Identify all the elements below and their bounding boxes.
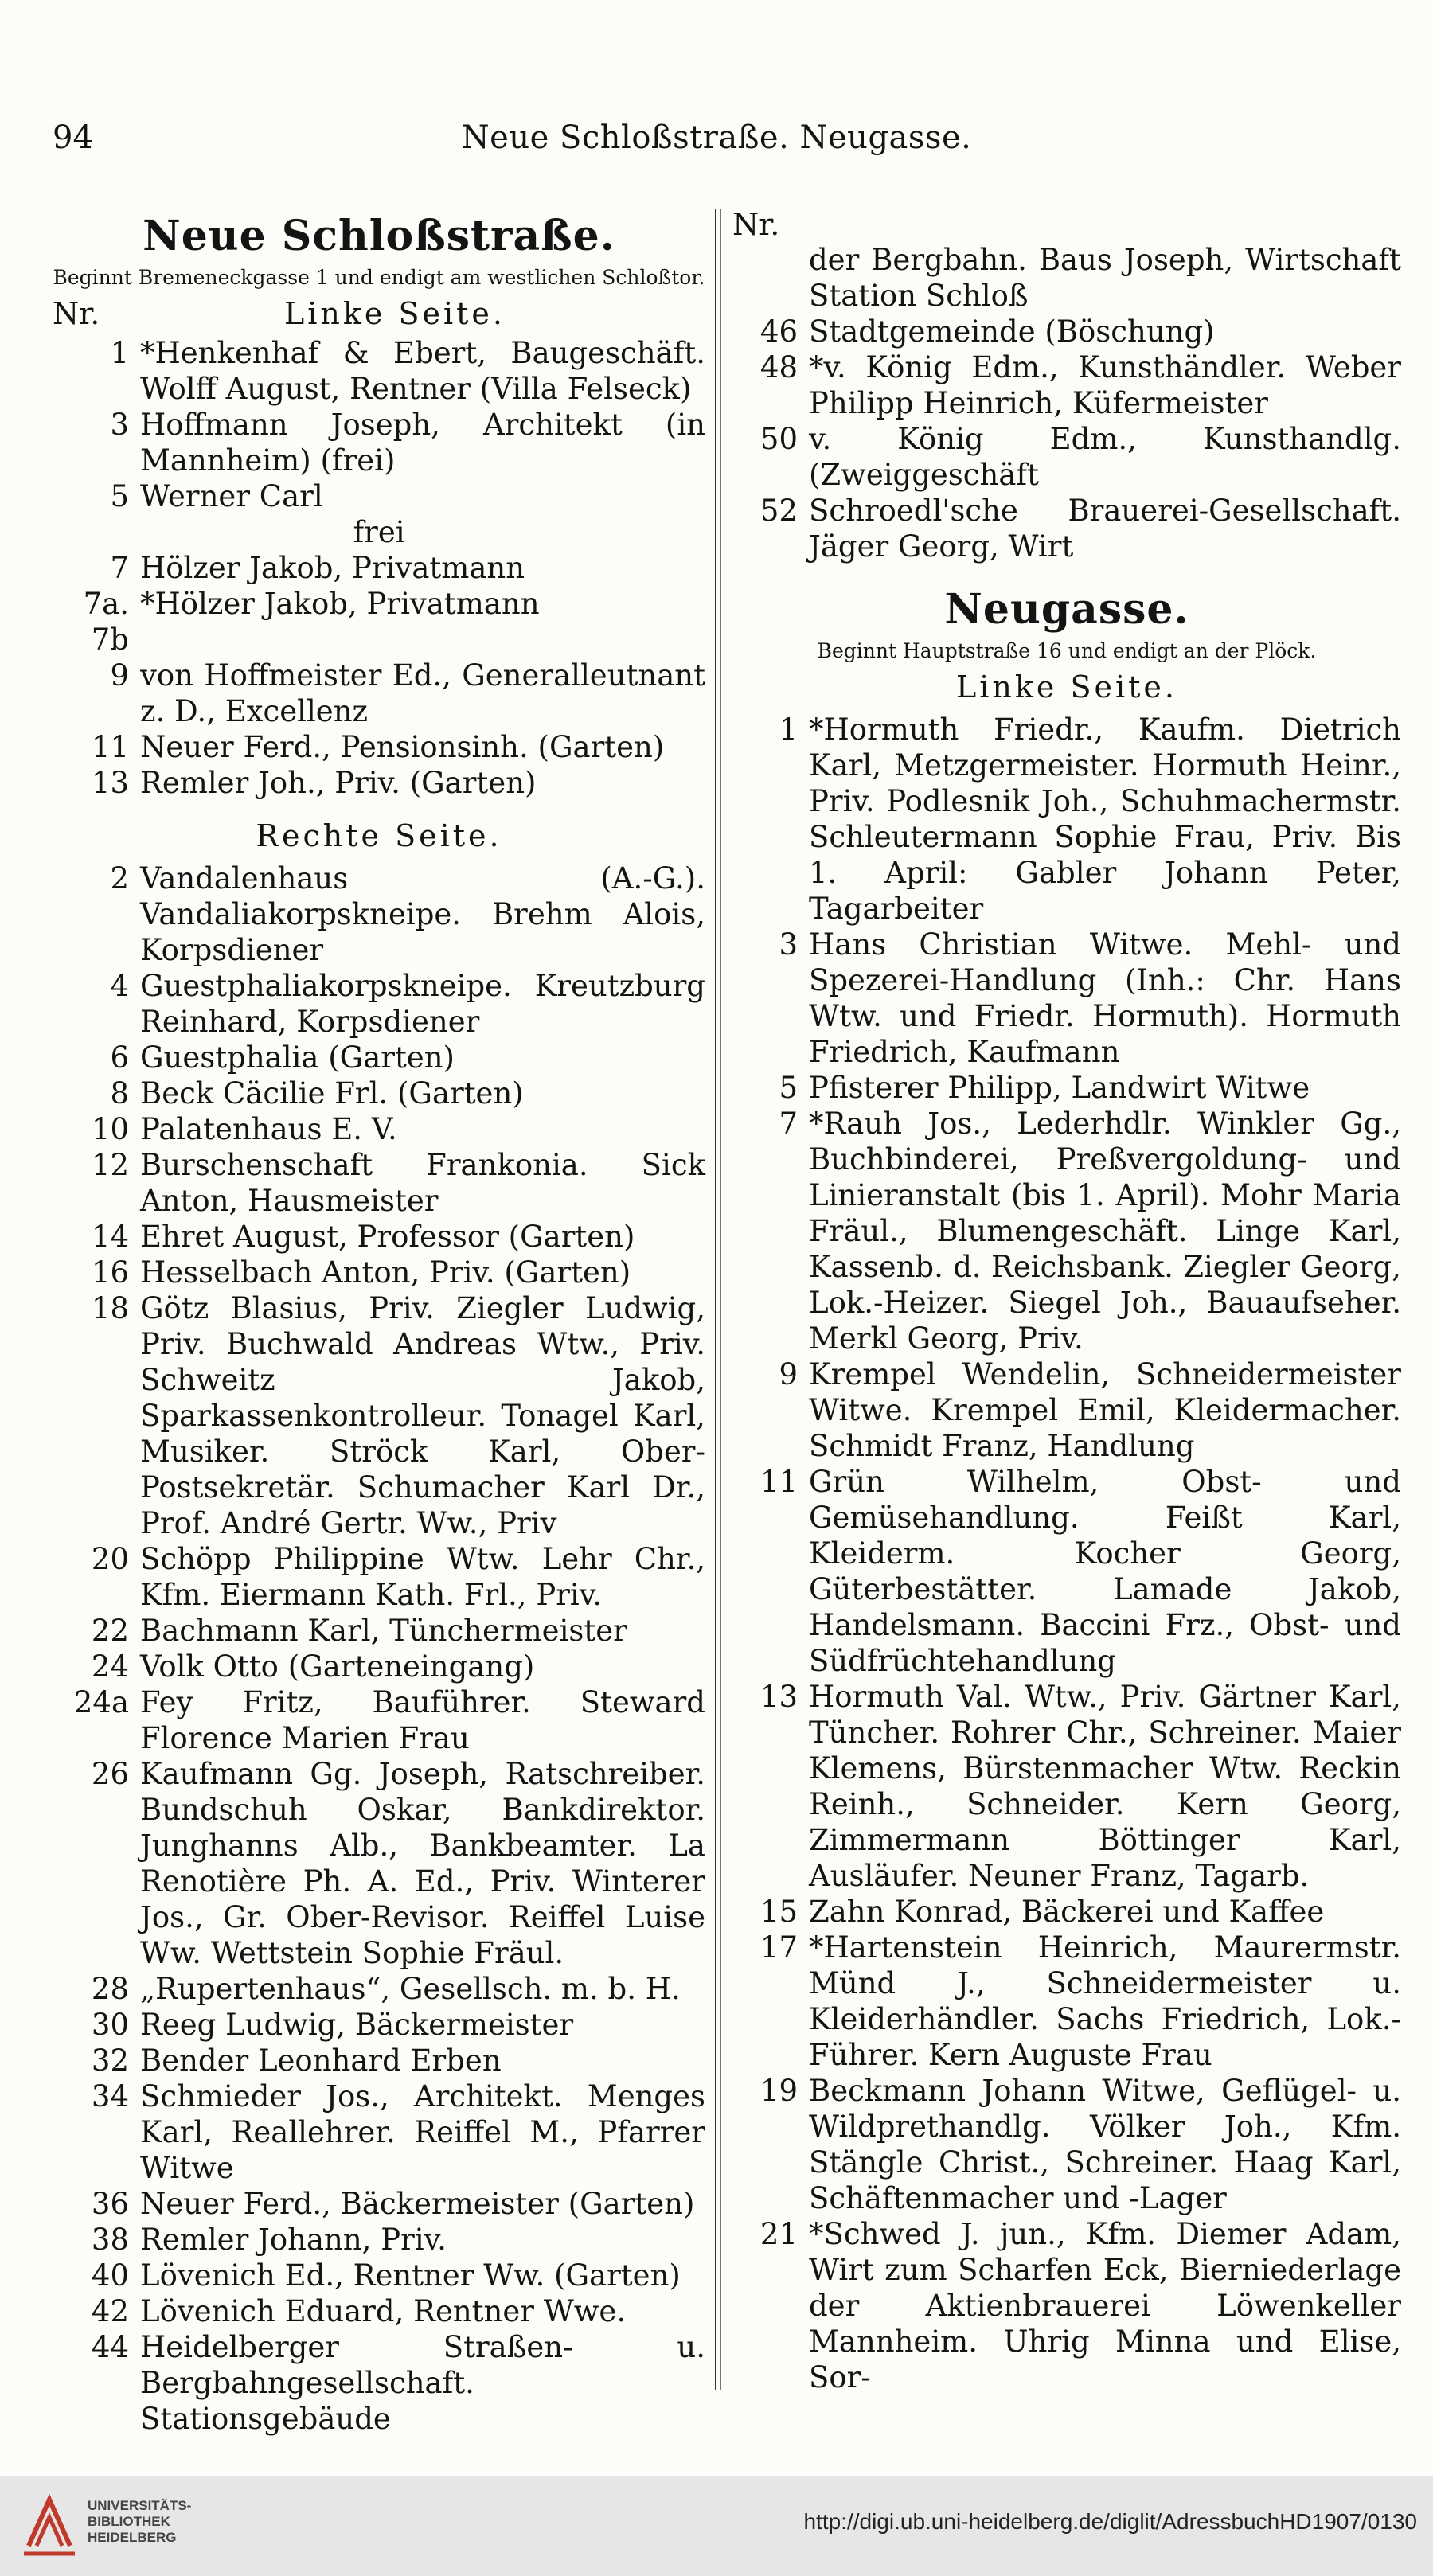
address-entry (732, 349, 1401, 421)
address-entry (53, 1649, 705, 1684)
house-number: 3 (110, 408, 129, 442)
address-entry (732, 2073, 1401, 2216)
house-number: 44 (91, 2330, 129, 2364)
address-entry (53, 2293, 705, 2329)
occupant-text: Hormuth Val. Wtw., Priv. Gärtner Karl, Tüncher. Rohrer Chr., Schreiner. Maier Klemens, Bürstenmacher Wtw. Reckin Reinh., Schneider. Kern Georg, Zimmermann Böttinger Karl, Ausläufer. Neuner Franz, Tagarb. (809, 1680, 1401, 1893)
house-number: 9 (779, 1357, 798, 1391)
occupant-text: Schmieder Jos., Architekt. Menges Karl, Reallehrer. Reiffel M., Pfarrer Witwe (140, 2079, 705, 2185)
house-number: 1 (110, 336, 129, 370)
house-number: 10 (91, 1112, 129, 1146)
house-number: 42 (91, 2294, 129, 2328)
occupant-text: Zahn Konrad, Bäckerei und Kaffee (809, 1895, 1325, 1929)
occupant-text: *v. König Edm., Kunsthändler. Weber Philipp Heinrich, Küfermeister (809, 350, 1401, 420)
occupant-text: Remler Joh., Priv. (Garten) (140, 766, 537, 800)
side-heading-right: Rechte Seite. (256, 818, 502, 853)
house-number: 52 (759, 494, 798, 528)
address-entry (732, 1679, 1401, 1894)
address-entry (732, 421, 1401, 493)
occupant-text: *Hölzer Jakob, Privatmann (140, 587, 540, 621)
address-entry (53, 2043, 705, 2078)
right-column (732, 207, 1401, 2395)
occupant-text: Neuer Ferd., Bäckermeister (Garten) (140, 2187, 695, 2221)
occupant-text: Heidelberger Straßen- u. Bergbahngesellschaft. Stationsgebäude (140, 2330, 705, 2436)
occupant-text: Stadtgemeinde (Böschung) (809, 314, 1215, 349)
address-entry (732, 2216, 1401, 2395)
occupant-text: Schroedl'sche Brauerei-Gesellschaft. Jäger Georg, Wirt (809, 494, 1401, 564)
address-entry (53, 729, 705, 765)
address-entry (53, 2007, 705, 2043)
occupant-text: Fey Fritz, Bauführer. Steward Florence Marien Frau (140, 1685, 705, 1755)
occupant-text: *Schwed J. jun., Kfm. Diemer Adam, Wirt zum Scharfen Eck, Bierniederlage der Aktienbrauerei Löwenkeller Mannheim. Uhrig Minna und Elise, Sor- (809, 2217, 1401, 2395)
house-number: 5 (779, 1071, 798, 1105)
occupant-text: Hesselbach Anton, Priv. (Garten) (140, 1255, 631, 1290)
house-number: 12 (91, 1148, 129, 1182)
house-number: 28 (91, 1972, 129, 2006)
occupant-text: Kaufmann Gg. Joseph, Ratschreiber. Bundschuh Oskar, Bankdirektor. Junghanns Alb., Bankbeamter. La Renotière Ph. A. Ed., Priv. Winterer Jos., Gr. Ober-Revisor. Reiffel Luise Ww. Wettstein Sophie Fräul. (140, 1757, 705, 1970)
address-entry (53, 2329, 705, 2437)
side-heading-left: Linke Seite. (284, 296, 506, 331)
house-number: 8 (110, 1076, 129, 1110)
house-number: 36 (91, 2187, 129, 2221)
frei-line: frei (353, 515, 405, 549)
address-entry (53, 2222, 705, 2258)
occupant-text: *Hartenstein Heinrich, Maurermstr. Münd J., Schneidermeister u. Kleiderhändler. Sachs Friedrich, Lok.-Führer. Kern Auguste Frau (809, 1930, 1401, 2072)
house-number: 14 (91, 1220, 129, 1254)
address-entry (732, 927, 1401, 1070)
occupant-text: Grün Wilhelm, Obst- und Gemüsehandlung. Feißt Karl, Kleiderm. Kocher Georg, Güterbestätter. Lamade Jakob, Handelsmann. Baccini Frz., Obst- und Südfrüchtehandlung (809, 1465, 1401, 1678)
house-number: 34 (91, 2079, 129, 2113)
address-entry (53, 407, 705, 478)
house-number: 6 (110, 1040, 129, 1075)
entry-list-right-a (732, 314, 1401, 564)
address-entry (732, 1464, 1401, 1679)
occupant-text: von Hoffmeister Ed., Generalleutnant z. D., Excellenz (140, 658, 705, 728)
address-entry (732, 1930, 1401, 2073)
occupant-text: „Rupertenhaus“, Gesellsch. m. b. H. (140, 1972, 681, 2006)
address-entry (53, 2258, 705, 2293)
occupant-text: Volk Otto (Garteneingang) (140, 1649, 535, 1684)
occupant-text: Ehret August, Professor (Garten) (140, 1220, 635, 1254)
occupant-text: Beck Cäcilie Frl. (Garten) (140, 1076, 524, 1110)
side-heading-row (53, 296, 705, 332)
permalink-url[interactable]: http://digi.ub.uni-heidelberg.de/diglit/AdressbuchHD1907/0130 (803, 2509, 1417, 2534)
house-number: 7a. 7b (83, 587, 129, 657)
house-number: 3 (779, 927, 798, 962)
library-logo-icon (18, 2490, 81, 2562)
address-entry (53, 1290, 705, 1541)
occupant-text: Krempel Wendelin, Schneidermeister Witwe. Krempel Emil, Kleidermacher. Schmidt Franz, Handlung (809, 1357, 1401, 1463)
address-entry (53, 968, 705, 1040)
house-number: 11 (759, 1465, 798, 1499)
footer-bar (0, 2476, 1433, 2576)
occupant-text: Hoffmann Joseph, Architekt (in Mannheim) (frei) (140, 408, 705, 478)
house-number: 7 (779, 1107, 798, 1141)
occupant-text: Götz Blasius, Priv. Ziegler Ludwig, Priv. Buchwald Andreas Wtw., Priv. Schweitz Jakob, Sparkassenkontrolleur. Tonagel Karl, Musiker. Ströck Karl, Ober-Postsekretär. Schumacher Karl Dr., Prof. André Gertr. Ww., Priv (140, 1291, 705, 1540)
street-title-neugasse: Neugasse. (944, 585, 1189, 634)
library-name: UNIVERSITÄTS- BIBLIOTHEK HEIDELBERG (88, 2498, 192, 2545)
address-entry (53, 335, 705, 407)
occupant-text: Schöpp Philippine Wtw. Lehr Chr., Kfm. Eiermann Kath. Frl., Priv. (140, 1542, 705, 1612)
house-number: 38 (91, 2223, 129, 2257)
page-number: 94 (53, 119, 93, 156)
occupant-text: Palatenhaus E. V. (140, 1112, 397, 1146)
address-entry (732, 1106, 1401, 1356)
address-entry (53, 1971, 705, 2007)
address-entry (53, 2186, 705, 2222)
occupant-text: Neuer Ferd., Pensionsinh. (Garten) (140, 730, 665, 764)
street-intro: Beginnt Bremeneckgasse 1 und endigt am westlichen Schloßtor. (53, 266, 705, 289)
occupant-text: Guestphalia (Garten) (140, 1040, 455, 1075)
house-number: 13 (91, 766, 129, 800)
address-entry (732, 1070, 1401, 1106)
house-number: 4 (110, 969, 129, 1003)
house-number: 30 (91, 2008, 129, 2042)
house-number: 1 (779, 712, 798, 747)
occupant-text: Hölzer Jakob, Privatmann (140, 551, 525, 585)
address-entry (53, 1040, 705, 1075)
house-number: 11 (91, 730, 129, 764)
nr-label-right: Nr. (732, 207, 780, 242)
occupant-text: Burschenschaft Frankonia. Sick Anton, Hausmeister (140, 1148, 705, 1218)
street-intro-neugasse: Beginnt Hauptstraße 16 und endigt an der Plöck. (817, 639, 1317, 662)
address-entry (732, 712, 1401, 927)
house-number: 48 (759, 350, 798, 384)
occupant-text: *Rauh Jos., Lederhdlr. Winkler Gg., Buchbinderei, Preßvergoldung- und Linieranstalt (bis 1. April). Mohr Maria Fräul., Blumengeschäft. Linge Karl, Kassenb. d. Reichsbank. Ziegler Georg, Lok.-Heizer. Siegel Joh., Bauaufseher. Merkl Georg, Priv. (809, 1107, 1401, 1356)
occupant-text: Reeg Ludwig, Bäckermeister (140, 2008, 574, 2042)
house-number: 19 (759, 2074, 798, 2108)
column-divider (715, 209, 716, 2390)
occupant-text: Lövenich Eduard, Rentner Wwe. (140, 2294, 627, 2328)
address-entry (53, 1219, 705, 1255)
nr-label: Nr. (53, 296, 100, 331)
house-number: 9 (110, 658, 129, 693)
address-entry (53, 2078, 705, 2186)
address-entry (732, 314, 1401, 349)
occupant-text: Werner Carl (140, 479, 323, 513)
house-number: 5 (110, 479, 129, 513)
address-entry (53, 1684, 705, 1756)
house-number: 13 (759, 1680, 798, 1714)
occupant-text: Vandalenhaus (A.-G.). Vandaliakorpskneipe. Brehm Alois, Korpsdiener (140, 861, 705, 967)
address-entry (53, 1255, 705, 1290)
address-entry (53, 1147, 705, 1219)
house-number: 18 (91, 1291, 129, 1325)
occupant-text: Bender Leonhard Erben (140, 2043, 502, 2078)
house-number: 20 (91, 1542, 129, 1576)
occupant-text: Remler Johann, Priv. (140, 2223, 447, 2257)
house-number: 24 (91, 1649, 129, 1684)
house-number: 50 (759, 422, 798, 456)
house-number: 16 (91, 1255, 129, 1290)
occupant-text: Hans Christian Witwe. Mehl- und Spezerei-Handlung (Inh.: Chr. Hans Wtw. und Friedr. Hormuth). Hormuth Friedrich, Kaufmann (809, 927, 1401, 1069)
entry-list-left-a (53, 335, 705, 514)
address-entry (53, 658, 705, 729)
occupant-text: *Hormuth Friedr., Kaufm. Dietrich Karl, Metzgermeister. Hormuth Heinr., Priv. Podlesnik Joh., Schuhmachermstr. Schleutermann Sophie Frau, Priv. Bis 1. April: Gabler Johann Peter, Tagarbeiter (809, 712, 1401, 926)
occupant-text: Guestphaliakorpskneipe. Kreutzburg Reinhard, Korpsdiener (140, 969, 705, 1039)
address-entry (732, 1356, 1401, 1464)
street-title-neue-schlossstrasse: Neue Schloßstraße. (143, 212, 615, 260)
address-entry (53, 1075, 705, 1111)
occupant-text: Bachmann Karl, Tünchermeister (140, 1614, 627, 1648)
house-number: 2 (110, 861, 129, 896)
house-number: 40 (91, 2258, 129, 2293)
house-number: 32 (91, 2043, 129, 2078)
occupant-text: v. König Edm., Kunsthandlg. (Zweiggeschäft (809, 422, 1401, 492)
house-number: 26 (91, 1757, 129, 1791)
address-entry (53, 1756, 705, 1971)
entry-list-right-b (732, 712, 1401, 2395)
left-column (53, 207, 705, 2437)
column-divider-thin (720, 209, 721, 2390)
address-entry (53, 550, 705, 586)
house-number: 17 (759, 1930, 798, 1965)
running-title: Neue Schloßstraße. Neugasse. (461, 119, 972, 156)
address-entry (53, 861, 705, 968)
house-number: 21 (759, 2217, 798, 2251)
house-number: 22 (91, 1614, 129, 1648)
continued-entry-text: der Bergbahn. Baus Joseph, Wirtschaft Station Schloß (809, 243, 1401, 313)
address-entry (53, 1541, 705, 1613)
occupant-text: Pfisterer Philipp, Landwirt Witwe (809, 1071, 1310, 1105)
house-number: 7 (110, 551, 129, 585)
address-entry (53, 765, 705, 801)
running-header (0, 119, 1433, 167)
address-entry (53, 1613, 705, 1649)
house-number: 46 (759, 314, 798, 349)
house-number: 15 (759, 1895, 798, 1929)
occupant-text: Lövenich Ed., Rentner Ww. (Garten) (140, 2258, 681, 2293)
continued-entry (732, 242, 1401, 314)
side-heading-neugasse: Linke Seite. (956, 669, 1177, 704)
address-entry (53, 478, 705, 514)
address-entry (53, 586, 705, 658)
house-number: 24a (73, 1685, 129, 1719)
occupant-text: Beckmann Johann Witwe, Geflügel- u. Wildprethandlg. Völker Joh., Kfm. Stängle Christ., Schreiner. Haag Karl, Schäftenmacher und -Lager (809, 2074, 1401, 2215)
address-entry (732, 493, 1401, 564)
entry-list-left-b (53, 550, 705, 801)
entry-list-left-c (53, 861, 705, 2437)
address-entry (53, 1111, 705, 1147)
address-entry (732, 1894, 1401, 1930)
occupant-text: *Henkenhaf & Ebert, Baugeschäft. Wolff August, Rentner (Villa Felseck) (140, 336, 705, 406)
